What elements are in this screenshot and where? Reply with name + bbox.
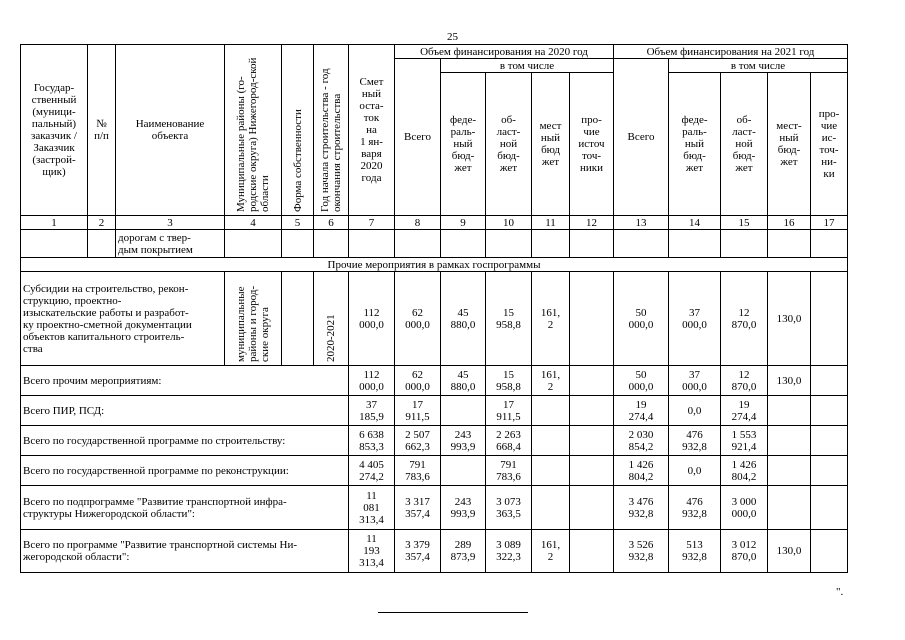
subsidy-value: 50 000,0 [614, 272, 669, 366]
summary-value: 3 379 357,4 [395, 530, 441, 573]
summary-value: 161, 2 [532, 530, 570, 573]
summary-value [768, 426, 811, 456]
header-total-2021: Всего [614, 59, 669, 216]
header-number: № п/п [88, 45, 116, 216]
summary-value: 791 783,6 [395, 456, 441, 486]
summary-label: Всего прочим мероприятиям: [21, 366, 349, 396]
column-number: 14 [669, 216, 721, 230]
header-including-2020: в том числе [441, 59, 614, 73]
header-including-2021: в том числе [669, 59, 848, 73]
header-total-2020: Всего [395, 59, 441, 216]
footer-rule [378, 612, 528, 613]
header-estimate-balance: Смет ный оста- ток на 1 ян- варя 2020 года [349, 45, 395, 216]
summary-label: Всего по государственной программе по строительству: [21, 426, 349, 456]
summary-value [570, 426, 614, 456]
summary-value: 161, 2 [532, 366, 570, 396]
subsidy-row [21, 272, 848, 366]
summary-value: 476 932,8 [669, 426, 721, 456]
column-number: 12 [570, 216, 614, 230]
header-other-2020: про- чие источ точ- ники [570, 73, 614, 216]
summary-value: 476 932,8 [669, 486, 721, 530]
summary-value: 3 526 932,8 [614, 530, 669, 573]
column-number: 9 [441, 216, 486, 230]
column-number: 16 [768, 216, 811, 230]
column-number: 4 [225, 216, 282, 230]
subsidy-value: 130,0 [768, 272, 811, 366]
subsidy-value: 37 000,0 [669, 272, 721, 366]
summary-value: 130,0 [768, 366, 811, 396]
summary-value: 243 993,9 [441, 426, 486, 456]
summary-value [570, 486, 614, 530]
summary-value: 37 185,9 [349, 396, 395, 426]
column-numbers-row [21, 216, 848, 230]
subsidy-value: 161, 2 [532, 272, 570, 366]
summary-value: 2 507 662,3 [395, 426, 441, 456]
funding-table [20, 44, 848, 573]
summary-value [811, 366, 848, 396]
summary-value [532, 486, 570, 530]
summary-row [21, 486, 848, 530]
subsidy-years: 2020-2021 [314, 272, 349, 366]
summary-label: Всего по государственной программе по реконструкции: [21, 456, 349, 486]
summary-value: 2 263 668,4 [486, 426, 532, 456]
continuation-row [21, 230, 848, 258]
subsidy-value [570, 272, 614, 366]
summary-label: Всего по программе "Развитие транспортной системы Ни- жегородской области": [21, 530, 349, 573]
summary-value: 11 193 313,4 [349, 530, 395, 573]
header-customer: Государ- ственный (муници- пальный) заказчик / Заказчик (застрой- щик) [21, 45, 88, 216]
subsidy-value [811, 272, 848, 366]
section-title: Прочие мероприятия в рамках госпрограммы [21, 258, 848, 272]
summary-value [811, 396, 848, 426]
summary-value [570, 456, 614, 486]
column-number: 2 [88, 216, 116, 230]
summary-value: 0,0 [669, 396, 721, 426]
header-regional-2020: об- ласт- ной бюд- жет [486, 73, 532, 216]
column-number: 6 [314, 216, 349, 230]
summary-value: 3 476 932,8 [614, 486, 669, 530]
subsidy-value: 112 000,0 [349, 272, 395, 366]
summary-value: 17 911,5 [395, 396, 441, 426]
summary-value [532, 396, 570, 426]
summary-value: 3 317 357,4 [395, 486, 441, 530]
summary-value: 1 426 804,2 [721, 456, 768, 486]
summary-value: 17 911,5 [486, 396, 532, 426]
summary-value: 1 553 921,4 [721, 426, 768, 456]
column-number: 5 [282, 216, 314, 230]
summary-value: 0,0 [669, 456, 721, 486]
summary-value [570, 366, 614, 396]
summary-value: 130,0 [768, 530, 811, 573]
header-funding-2021: Объем финансирования на 2021 год [614, 45, 848, 59]
header-districts: Муниципальные районы (го-родские округа) Нижегород-ской области [225, 45, 282, 216]
subsidy-value: 12 870,0 [721, 272, 768, 366]
summary-value [811, 530, 848, 573]
summary-value: 1 426 804,2 [614, 456, 669, 486]
summary-value [768, 486, 811, 530]
summary-row [21, 530, 848, 573]
continuation-text: дорогам с твер- дым покрытием [116, 230, 225, 258]
closing-quote: ". [836, 586, 844, 598]
summary-value: 3 012 870,0 [721, 530, 768, 573]
header-regional-2021: об- ласт- ной бюд- жет [721, 73, 768, 216]
header-other-2021: про- чие ис- точ- ни- ки [811, 73, 848, 216]
column-number: 3 [116, 216, 225, 230]
column-number: 7 [349, 216, 395, 230]
summary-value [768, 456, 811, 486]
summary-value: 11 081 313,4 [349, 486, 395, 530]
subsidy-name: Субсидии на строительство, рекон- струкцию, проектно- изыскательские работы и разработ- ку проектно-сметной документации объектов капитального строитель- ства [21, 272, 225, 366]
summary-value: 3 089 322,3 [486, 530, 532, 573]
summary-value [570, 530, 614, 573]
column-number: 13 [614, 216, 669, 230]
column-number: 10 [486, 216, 532, 230]
summary-value: 19 274,4 [721, 396, 768, 426]
summary-value: 4 405 274,2 [349, 456, 395, 486]
summary-value: 45 880,0 [441, 366, 486, 396]
summary-value: 50 000,0 [614, 366, 669, 396]
header-ownership: Форма собственности [282, 45, 314, 216]
summary-row [21, 426, 848, 456]
header-object-name: Наименование объекта [116, 45, 225, 216]
summary-value [532, 426, 570, 456]
subsidy-value: 62 000,0 [395, 272, 441, 366]
summary-value: 112 000,0 [349, 366, 395, 396]
summary-row [21, 456, 848, 486]
summary-value: 15 958,8 [486, 366, 532, 396]
header-funding-2020: Объем финансирования на 2020 год [395, 45, 614, 59]
header-local-2020: мест ный бюд жет [532, 73, 570, 216]
summary-value [441, 396, 486, 426]
header-years: Год начала строительства - год окончания строительства [314, 45, 349, 216]
column-number: 1 [21, 216, 88, 230]
column-number: 15 [721, 216, 768, 230]
summary-value [570, 396, 614, 426]
summary-value [811, 486, 848, 530]
column-number: 8 [395, 216, 441, 230]
subsidy-value: 15 958,8 [486, 272, 532, 366]
summary-value: 243 993,9 [441, 486, 486, 530]
page-number: 25 [447, 31, 458, 43]
header-local-2021: мест- ный бюд- жет [768, 73, 811, 216]
summary-value: 12 870,0 [721, 366, 768, 396]
summary-value: 6 638 853,3 [349, 426, 395, 456]
header-federal-2021: феде- раль- ный бюд- жет [669, 73, 721, 216]
summary-value: 513 932,8 [669, 530, 721, 573]
summary-value [441, 456, 486, 486]
summary-value: 62 000,0 [395, 366, 441, 396]
subsidy-districts: муниципальные районы и город-ские округа [225, 272, 282, 366]
summary-label: Всего ПИР, ПСД: [21, 396, 349, 426]
summary-value: 19 274,4 [614, 396, 669, 426]
summary-row [21, 396, 848, 426]
summary-value: 2 030 854,2 [614, 426, 669, 456]
column-number: 11 [532, 216, 570, 230]
summary-value [811, 426, 848, 456]
summary-label: Всего по подпрограмме "Развитие транспортной инфра- структуры Нижегородской области": [21, 486, 349, 530]
subsidy-value: 45 880,0 [441, 272, 486, 366]
summary-value: 791 783,6 [486, 456, 532, 486]
subsidy-ownership [282, 272, 314, 366]
summary-value: 37 000,0 [669, 366, 721, 396]
summary-value [768, 396, 811, 426]
summary-value [532, 456, 570, 486]
summary-value: 3 073 363,5 [486, 486, 532, 530]
column-number: 17 [811, 216, 848, 230]
summary-row [21, 366, 848, 396]
header-federal-2020: феде- раль- ный бюд- жет [441, 73, 486, 216]
summary-value [811, 456, 848, 486]
summary-value: 3 000 000,0 [721, 486, 768, 530]
summary-value: 289 873,9 [441, 530, 486, 573]
